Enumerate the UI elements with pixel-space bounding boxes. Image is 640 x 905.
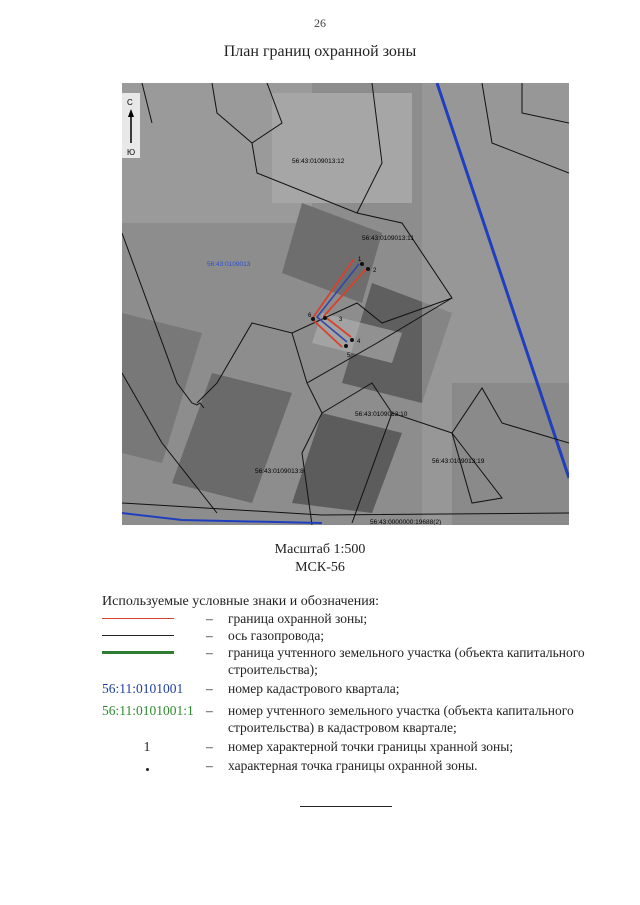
legend-dash: – xyxy=(206,739,213,754)
point-label-1: 1 xyxy=(358,257,362,263)
svg-text:Ю: Ю xyxy=(127,148,136,157)
legend-dash: – xyxy=(206,681,213,696)
parcel-label-19: 56:43:0109013:19 xyxy=(432,458,485,465)
footer-rule xyxy=(300,806,392,807)
point-label-6: 6 xyxy=(308,313,312,319)
parcel-label-11: 56:43:0109013:11 xyxy=(362,235,414,242)
legend-dash: – xyxy=(206,628,213,643)
legend-dash: – xyxy=(206,758,213,773)
legend-symbol-zone-line xyxy=(102,610,200,627)
legend-description: номер характерной точки границы хранной зоны; xyxy=(228,739,514,754)
page-number: 26 xyxy=(314,16,326,30)
parcel-label-12: 56:43:0109013:12 xyxy=(292,158,345,165)
legend-dash: – xyxy=(206,645,213,660)
quarter-label: 56:43:0109013 xyxy=(207,261,251,268)
legend-symbol-point-icon xyxy=(102,757,200,774)
cadastral-map xyxy=(122,83,569,525)
legend-symbol-axis-line xyxy=(102,627,200,644)
north-arrow-icon xyxy=(122,93,140,158)
point-label-5: 5 xyxy=(347,353,351,359)
legend-description: характерная точка границы охранной зоны. xyxy=(228,758,478,773)
legend-description: граница учтенного земельного участка (объекта капитального строительства); xyxy=(228,645,585,677)
legend-symbol-parcel-line xyxy=(102,644,200,661)
svg-text:С: С xyxy=(127,98,133,107)
legend-description: номер учтенного земельного участка (объекта капитального строительства) в кадастровом квартале; xyxy=(228,703,574,735)
point-label-4: 4 xyxy=(357,339,361,345)
page-title: План границ охранной зоны xyxy=(223,43,417,60)
parcel-label-19688: 56:43:0000000:19688(2) xyxy=(370,519,442,525)
legend-dash: – xyxy=(206,611,213,626)
point-label-3: 3 xyxy=(339,317,343,323)
legend-heading: Используемые условные знаки и обозначения: xyxy=(102,594,380,609)
legend-dash: – xyxy=(206,703,213,718)
legend-description: ось газопровода; xyxy=(228,628,325,643)
legend-description: номер кадастрового квартала; xyxy=(228,681,400,696)
scale-value: Масштаб 1:500 xyxy=(274,542,366,557)
scale-caption xyxy=(0,541,640,577)
legend-symbol-number: 1 xyxy=(143,739,151,754)
legend-symbol-parcel: 56:11:0101001:1 xyxy=(102,703,194,718)
legend-description: граница охранной зоны; xyxy=(228,611,368,626)
parcel-label-8: 56:43:0109013:8 xyxy=(255,468,304,475)
point-label-2: 2 xyxy=(373,268,377,274)
coordinate-system: МСК-56 xyxy=(295,560,345,575)
legend-symbol-quarter: 56:11:0101001 xyxy=(102,681,184,696)
parcel-label-10: 56:43:0109013:10 xyxy=(355,411,408,418)
